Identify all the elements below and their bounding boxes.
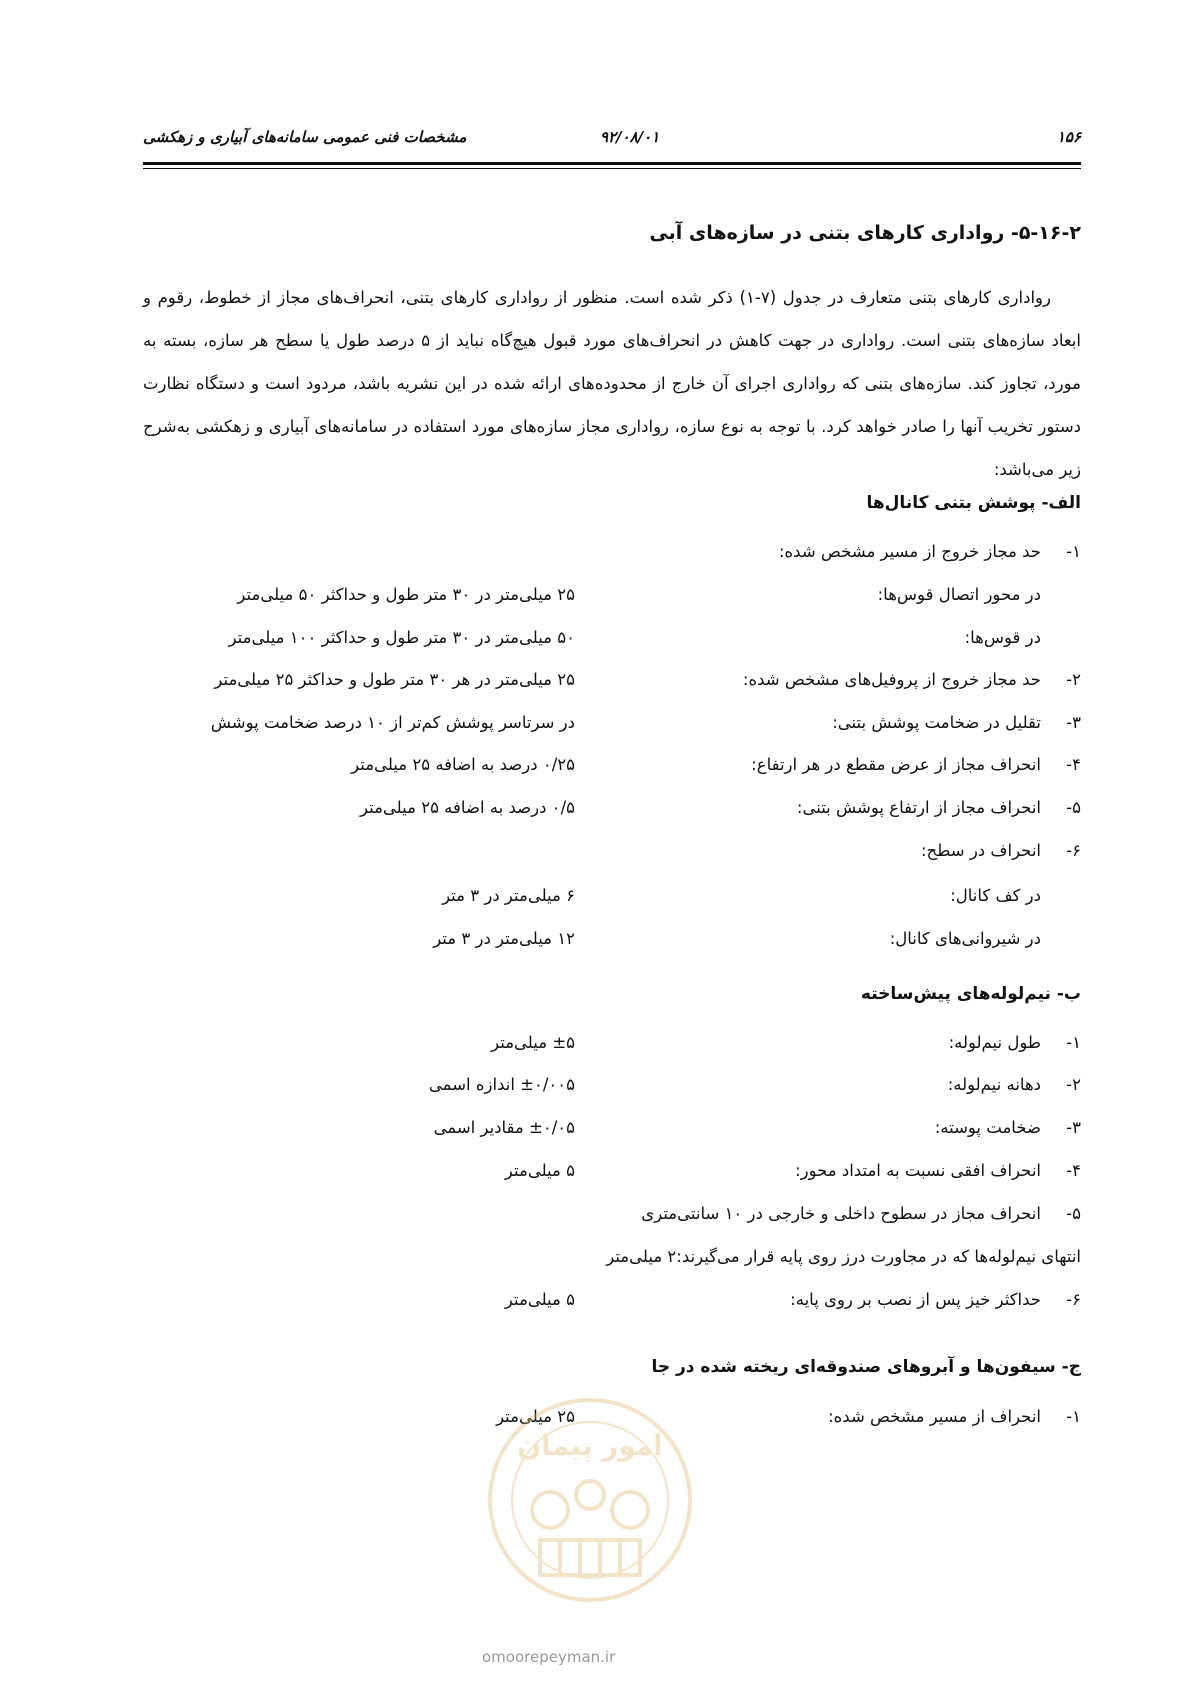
item-label: در محور اتصال قوس‌ها: bbox=[877, 585, 1041, 604]
item-label: ضخامت پوسته: bbox=[934, 1118, 1041, 1137]
section-b-item-4 bbox=[641, 1161, 1081, 1180]
section-a-item-1a bbox=[601, 585, 1081, 604]
item-label: حد مجاز خروج از مسیر مشخص شده: bbox=[778, 542, 1041, 561]
section-a-item-3 bbox=[641, 713, 1081, 732]
intro-paragraph bbox=[143, 276, 1081, 491]
item-label: در شیروانی‌های کانال: bbox=[889, 929, 1041, 948]
section-b-item-2 bbox=[641, 1075, 1081, 1094]
section-a-item-1b-value: ۵۰ میلی‌متر در ۳۰ متر طول و حداکثر ۱۰۰ میلی‌متر bbox=[228, 628, 575, 647]
item-label: طول نیم‌لوله: bbox=[948, 1033, 1041, 1052]
section-a-item-2-value: ۲۵ میلی‌متر در هر ۳۰ متر طول و حداکثر ۲۵ میلی‌متر bbox=[214, 670, 575, 689]
item-label: انحراف در سطح: bbox=[921, 841, 1041, 860]
header-date: ۹۲/۰۸/۰۱ bbox=[600, 128, 660, 146]
section-b-item-1-value: ±۵ میلی‌متر bbox=[491, 1033, 575, 1052]
section-b-item-6 bbox=[641, 1290, 1081, 1309]
item-label: انحراف از مسیر مشخص شده: bbox=[828, 1407, 1041, 1426]
item-number: ۱- bbox=[1066, 542, 1081, 561]
section-a-item-6a bbox=[601, 886, 1081, 905]
item-number: ۳- bbox=[1066, 1118, 1081, 1137]
item-label: حد مجاز خروج از پروفیل‌های مشخص شده: bbox=[742, 670, 1041, 689]
section-a-item-1 bbox=[641, 542, 1081, 561]
section-a-item-1b bbox=[601, 628, 1081, 647]
header-title: مشخصات فنی عمومی سامانه‌های آبیاری و زهکشی bbox=[143, 128, 467, 146]
section-c-item-1-value: ۲۵ میلی‌متر bbox=[496, 1407, 575, 1426]
item-number: ۵- bbox=[1066, 1204, 1081, 1223]
item-label: انحراف افقی نسبت به امتداد محور: bbox=[795, 1161, 1041, 1180]
section-a-item-5 bbox=[641, 798, 1081, 817]
watermark-footer: omoorepeyman.ir bbox=[482, 1648, 616, 1666]
item-label: انحراف مجاز در سطوح داخلی و خارجی در ۱۰ سانتی‌متری bbox=[641, 1204, 1041, 1223]
item-number: ۶- bbox=[1066, 1290, 1081, 1309]
intro-text: رواداری کارهای بتنی متعارف در جدول (۷-۱) ذکر شده است. منظور از رواداری کارهای بتنی، انحراف‌های مجاز از خطوط، رقوم و ابعاد سازه‌های بتنی است. رواداری در جهت کاهش در انحراف‌های مورد قبول هیچ‌گاه نباید از ۵ درصد طول یا سطح هر سازه، بسته به مورد، تجاوز کند. سازه‌های بتنی که رواداری اجرای آن خارج از محدوده‌های ارائه شده در این نشریه باشد، مردود است و دستگاه نظارت دستور تخریب آنها را صادر خواهد کرد. با توجه به نوع سازه، رواداری مجاز سازه‌های مورد استفاده در سامانه‌های آبیاری و زهکشی به‌شرح زیر می‌باشد: bbox=[143, 288, 1081, 479]
section-a-item-6 bbox=[641, 841, 1081, 860]
item-label: دهانه نیم‌لوله: bbox=[947, 1075, 1041, 1094]
section-b-item-3 bbox=[641, 1118, 1081, 1137]
section-a-item-5-value: ۰/۵ درصد به اضافه ۲۵ میلی‌متر bbox=[360, 798, 575, 817]
section-c-heading: ج- سیفون‌ها و آبروهای صندوقه‌ای ریخته شده در جا bbox=[651, 1357, 1081, 1377]
watermark-stamp-icon bbox=[480, 1390, 700, 1610]
item-number: ۵- bbox=[1066, 798, 1081, 817]
item-number: ۳- bbox=[1066, 713, 1081, 732]
section-b-item-6-value: ۵ میلی‌متر bbox=[504, 1290, 575, 1309]
stamp-text: امور پیمان bbox=[517, 1429, 663, 1462]
section-a-item-2 bbox=[641, 670, 1081, 689]
section-a-item-6b-value: ۱۲ میلی‌متر در ۳ متر bbox=[433, 929, 575, 948]
item-label: انحراف مجاز از ارتفاع پوشش بتنی: bbox=[796, 798, 1041, 817]
section-b-item-3-value: ±۰/۰۵ مقادیر اسمی bbox=[433, 1118, 575, 1137]
section-a-item-4-value: ۰/۲۵ درصد به اضافه ۲۵ میلی‌متر bbox=[351, 755, 575, 774]
item-label: انتهای نیم‌لوله‌ها که در مجاورت درز روی پایه قرار می‌گیرند:۲ میلی‌متر bbox=[606, 1247, 1081, 1266]
section-b-item-1 bbox=[641, 1033, 1081, 1052]
header-rule-thick bbox=[143, 162, 1081, 165]
section-a-item-3-value: در سرتاسر پوشش کم‌تر از ۱۰ درصد ضخامت پوشش bbox=[210, 713, 575, 732]
item-label: در کف کانال: bbox=[950, 886, 1041, 905]
item-label: انحراف مجاز از عرض مقطع در هر ارتفاع: bbox=[751, 755, 1041, 774]
item-number: ۶- bbox=[1066, 841, 1081, 860]
page-number: ۱۵۶ bbox=[1056, 128, 1081, 146]
item-label: حداکثر خیز پس از نصب بر روی پایه: bbox=[790, 1290, 1041, 1309]
item-number: ۲- bbox=[1066, 670, 1081, 689]
section-c-item-1 bbox=[641, 1407, 1081, 1426]
section-b-item-5-cont bbox=[606, 1247, 1081, 1266]
section-a-item-4 bbox=[641, 755, 1081, 774]
section-a-item-6a-value: ۶ میلی‌متر در ۳ متر bbox=[442, 886, 575, 905]
section-b-item-4-value: ۵ میلی‌متر bbox=[504, 1161, 575, 1180]
item-number: ۴- bbox=[1066, 1161, 1081, 1180]
item-label: تقلیل در ضخامت پوشش بتنی: bbox=[832, 713, 1041, 732]
header-rule-thin bbox=[143, 168, 1081, 169]
item-number: ۲- bbox=[1066, 1075, 1081, 1094]
item-number: ۴- bbox=[1066, 755, 1081, 774]
section-title: ۵-۱۶-۲- رواداری کارهای بتنی در سازه‌های آبی bbox=[649, 222, 1081, 244]
section-a-heading: الف- پوشش بتنی کانال‌ها bbox=[866, 493, 1081, 513]
section-a-item-6b bbox=[601, 929, 1081, 948]
section-a-item-1a-value: ۲۵ میلی‌متر در ۳۰ متر طول و حداکثر ۵۰ میلی‌متر bbox=[237, 585, 575, 604]
item-number: ۱- bbox=[1066, 1033, 1081, 1052]
item-number: ۱- bbox=[1066, 1407, 1081, 1426]
section-b-item-2-value: ±۰/۰۰۵ اندازه اسمی bbox=[428, 1075, 575, 1094]
item-label: در قوس‌ها: bbox=[964, 628, 1041, 647]
section-b-item-5 bbox=[641, 1204, 1081, 1223]
section-b-heading: ب- نیم‌لوله‌های پیش‌ساخته bbox=[860, 984, 1081, 1004]
